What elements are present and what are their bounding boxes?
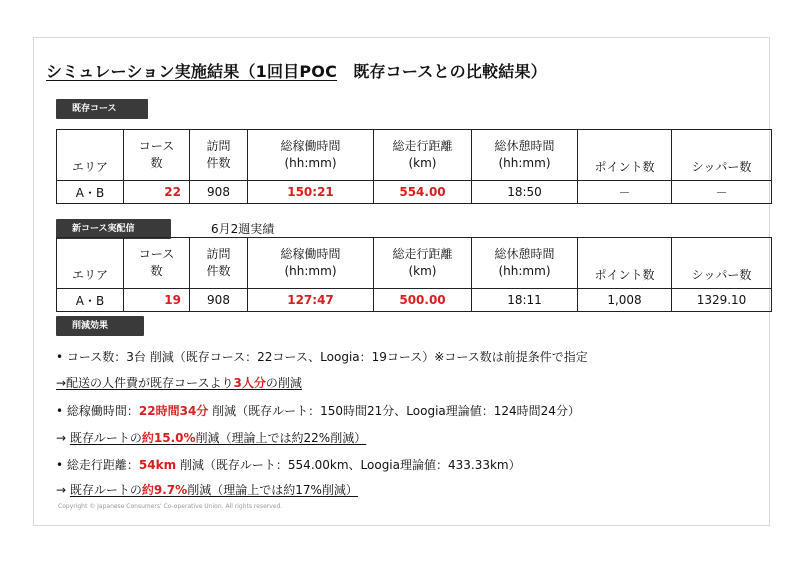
- header-distance: 総走行距離 (km): [374, 238, 472, 289]
- title-rest: 既存コースとの比較結果）: [337, 62, 547, 81]
- cell-shipper: －: [672, 181, 772, 204]
- cell-area: A・B: [57, 181, 124, 204]
- week-note: 6月2週実績: [211, 222, 275, 236]
- effect-labor-cost: →配送の人件費が既存コースより3人分の削減: [56, 376, 302, 390]
- cell-work-time: 150:21: [248, 181, 374, 204]
- header-distance: 総走行距離 (km): [374, 130, 472, 181]
- table-header-row: [57, 238, 772, 289]
- header-work-time: 総稼働時間 (hh:mm): [248, 238, 374, 289]
- header-points: ポイント数: [578, 130, 672, 181]
- table-header-row: [57, 130, 772, 181]
- header-shipper: シッパー数: [672, 130, 772, 181]
- header-area: エリア: [57, 238, 124, 289]
- effect-course-count: • コース数：3台 削減（既存コース：22コース、Loogia：19コース）※コース数は前提条件で指定: [56, 350, 588, 364]
- cell-area: A・B: [57, 289, 124, 312]
- cell-distance: 554.00: [374, 181, 472, 204]
- effects-tag: 削減効果: [56, 316, 144, 336]
- cell-points: －: [578, 181, 672, 204]
- effect-distance-ratio: → 既存ルートの約9.7%削減（理論上では約17%削減）: [56, 483, 358, 497]
- effect-work-time-ratio: → 既存ルートの約15.0%削減（理論上では約22%削減）: [56, 431, 367, 445]
- header-points: ポイント数: [578, 238, 672, 289]
- cell-points: 1,008: [578, 289, 672, 312]
- header-courses: コース 数: [124, 130, 190, 181]
- cell-distance: 500.00: [374, 289, 472, 312]
- title-main: シミュレーション実施結果（1回目POC: [46, 62, 338, 81]
- effect-work-time: • 総稼働時間：22時間34分 削減（既存ルート：150時間21分、Loogia理論値：124時間24分）: [56, 404, 580, 418]
- cell-visits: 908: [190, 289, 248, 312]
- table-row: [57, 289, 772, 312]
- header-area: エリア: [57, 130, 124, 181]
- header-work-time: 総稼働時間 (hh:mm): [248, 130, 374, 181]
- existing-course-table: [56, 129, 772, 204]
- header-visits: 訪問 件数: [190, 130, 248, 181]
- cell-courses: 22: [124, 181, 190, 204]
- cell-rest-time: 18:11: [472, 289, 578, 312]
- cell-rest-time: 18:50: [472, 181, 578, 204]
- cell-visits: 908: [190, 181, 248, 204]
- header-rest-time: 総休憩時間 (hh:mm): [472, 238, 578, 289]
- copyright: Copyright © Japanese Consumers' Co-operative Union. All rights reserved.: [58, 503, 283, 510]
- header-rest-time: 総休憩時間 (hh:mm): [472, 130, 578, 181]
- new-course-tag: 新コース実配信: [56, 219, 171, 239]
- cell-courses: 19: [124, 289, 190, 312]
- effect-distance: • 総走行距離：54km 削減（既存ルート：554.00km、Loogia理論値：433.33km）: [56, 458, 521, 472]
- header-courses: コース 数: [124, 238, 190, 289]
- cell-shipper: 1329.10: [672, 289, 772, 312]
- table-row: [57, 181, 772, 204]
- page-title: [46, 59, 547, 82]
- new-course-table: [56, 237, 772, 312]
- cell-work-time: 127:47: [248, 289, 374, 312]
- header-visits: 訪問 件数: [190, 238, 248, 289]
- header-shipper: シッパー数: [672, 238, 772, 289]
- existing-course-tag: 既存コース: [56, 99, 148, 119]
